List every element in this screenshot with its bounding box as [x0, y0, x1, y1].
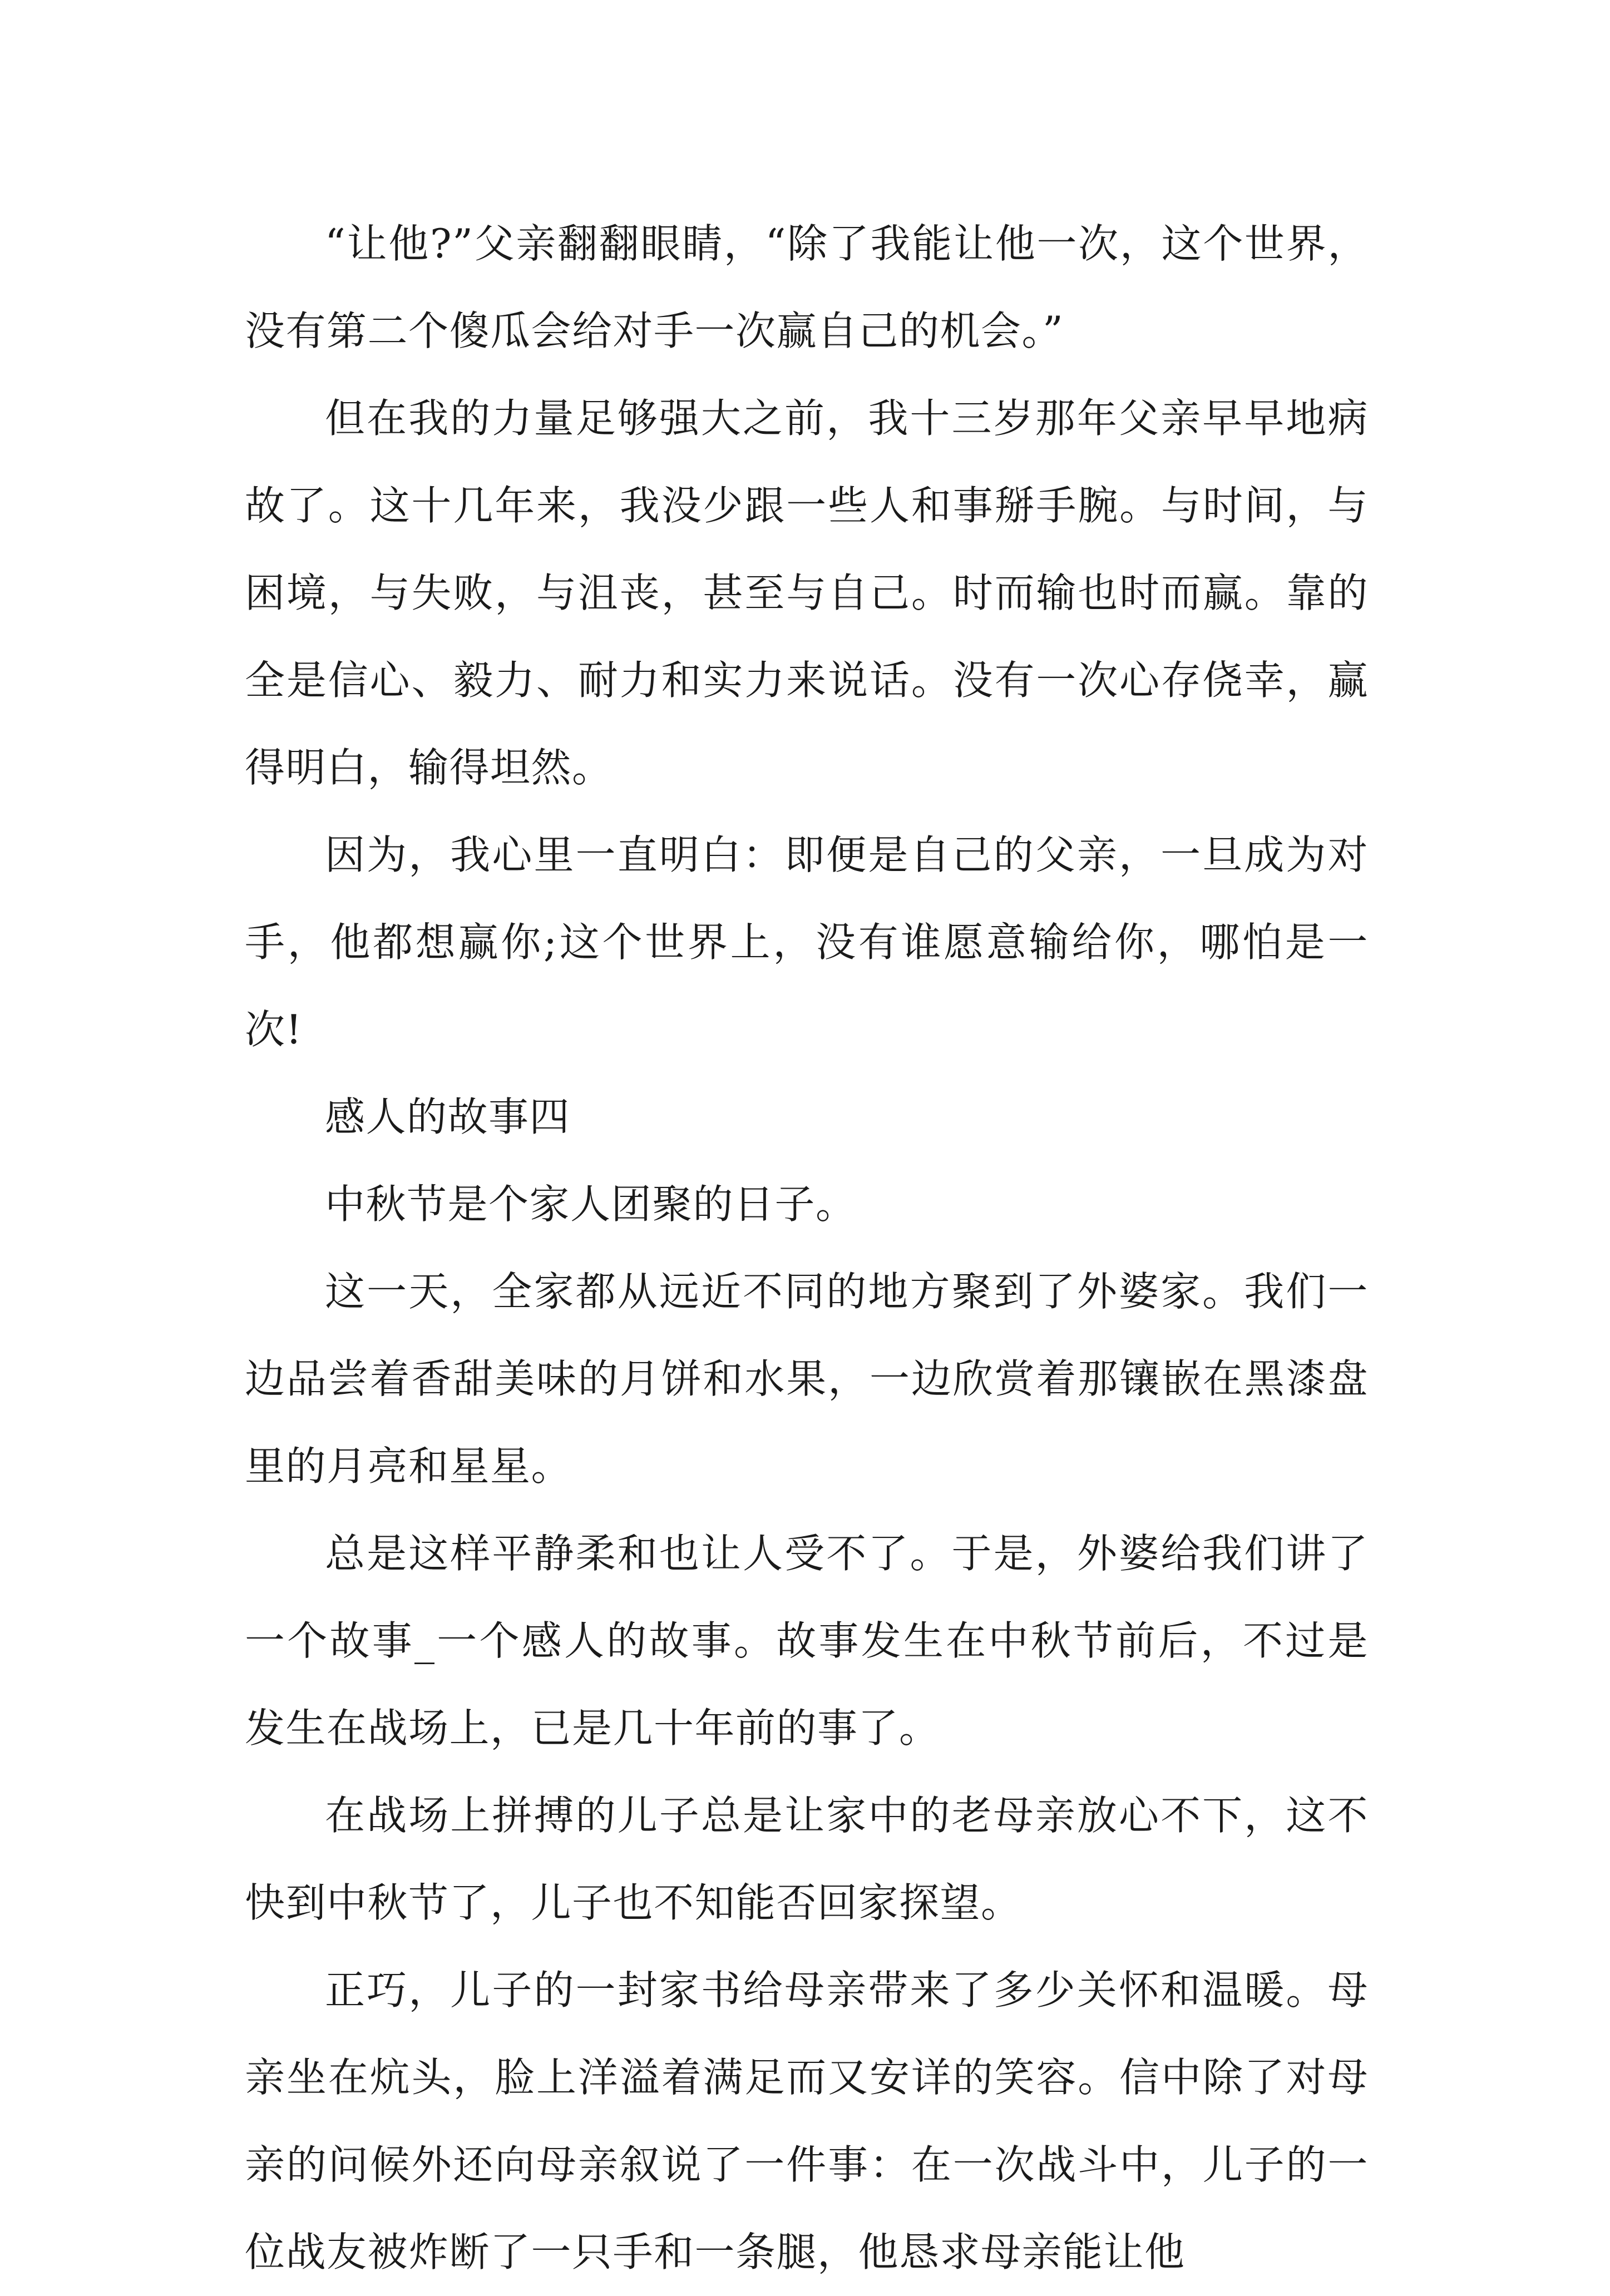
paragraph-3: 因为，我心里一直明白：即便是自己的父亲，一旦成为对手，他都想赢你;这个世界上，没有谁愿意输给你，哪怕是一次!: [245, 832, 1369, 1053]
paragraph-5: 这一天，全家都从远近不同的地方聚到了外婆家。我们一边品尝着香甜美味的月饼和水果，一边欣赏着那镶嵌在黑漆盘里的月亮和星星。: [245, 1268, 1369, 1490]
paragraph-6: 总是这样平静柔和也让人受不了。于是，外婆给我们讲了一个故事_一个感人的故事。故事发生在中秋节前后，不过是发生在战场上，已是几十年前的事了。: [245, 1530, 1369, 1751]
section-heading: 感人的故事四: [325, 1093, 571, 1140]
paragraph-7: 在战场上拼搏的儿子总是让家中的老母亲放心不下，这不快到中秋节了，儿子也不知能否回家探望。: [245, 1792, 1369, 1926]
document-page: [245, 200, 1369, 2275]
paragraph-4: 中秋节是个家人团聚的日子。: [325, 1181, 857, 1228]
paragraph-8: 正巧，儿子的一封家书给母亲带来了多少关怀和温暖。母亲坐在炕头，脸上洋溢着满足而又安详的笑容。信中除了对母亲的问候外还向母亲叙说了一件事：在一次战斗中，儿子的一位战友被炸断了一只手和一条腿，他恳求母亲能让他: [245, 1967, 1369, 2275]
paragraph-1: “让他?”父亲翻翻眼睛，“除了我能让他一次，这个世界，没有第二个傻瓜会给对手一次赢自己的机会。”: [245, 220, 1369, 354]
paragraph-2: 但在我的力量足够强大之前，我十三岁那年父亲早早地病故了。这十几年来，我没少跟一些人和事掰手腕。与时间，与困境，与失败，与沮丧，甚至与自己。时而输也时而赢。靠的全是信心、毅力、耐力和实力来说话。没有一次心存侥幸，赢得明白，输得坦然。: [245, 395, 1369, 791]
